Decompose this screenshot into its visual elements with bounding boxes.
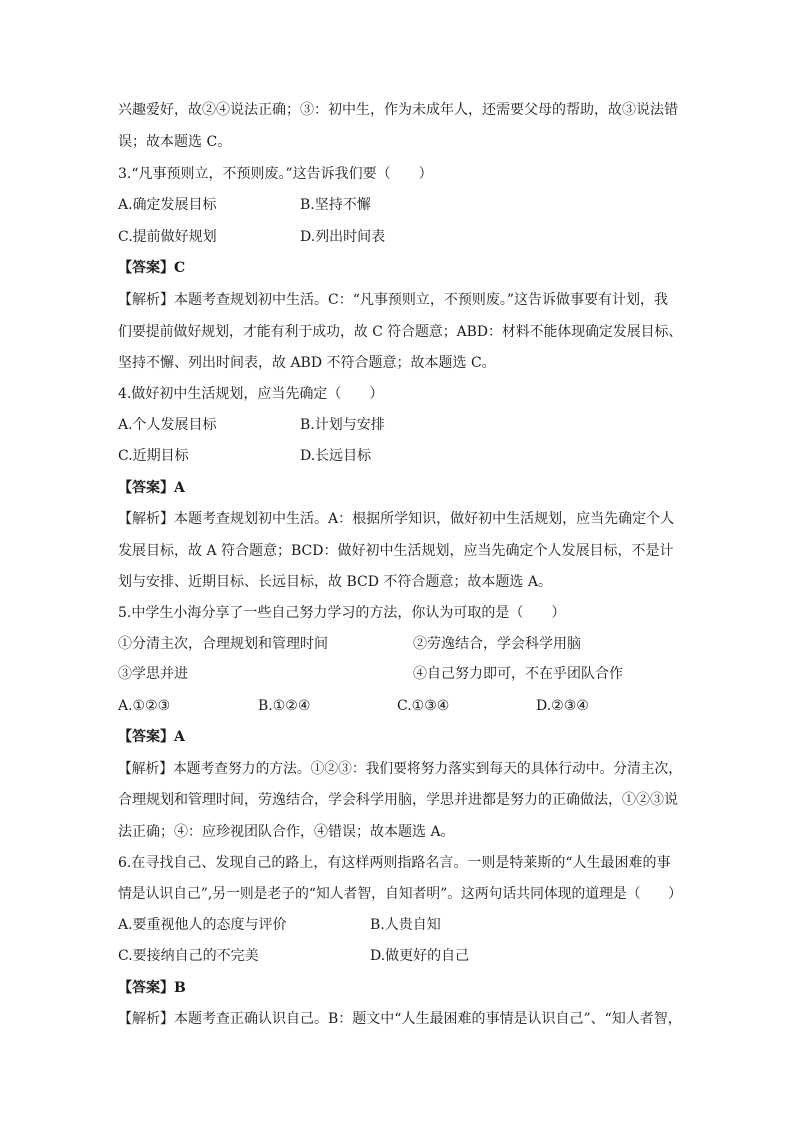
question-6-stem-cont: 情是认识自己”,另一则是老子的“知人者智，自知者明”。这两句话共同体现的道理是（ ） (118, 886, 682, 902)
analysis-line: 划与安排、近期目标、长远目标，故 BCD 不符合题意；故本题选 A。 (118, 574, 552, 590)
question-6-stem: 6.在寻找自己、发现自己的路上，有这样两则指路名言。一则是特莱斯的“人生最困难的事 (118, 855, 671, 871)
statement-3: ③学思并进 (118, 666, 188, 682)
option-d: D.长远目标 (300, 448, 372, 464)
analysis-line: 法正确；④：应珍视团队合作，④错误；故本题选 A。 (118, 824, 455, 840)
analysis-line: 坚持不懈、列出时间表，故 ABD 不符合题意；故本题选 C。 (118, 355, 496, 371)
answer-line: 【答案】C (118, 260, 186, 276)
answer-line: 【答案】A (118, 480, 185, 496)
analysis-line: 们要提前做好规划，才能有利于成功，故 C 符合题意；ABD：材料不能体现确定发展目标、 (118, 324, 683, 340)
statement-4: ④自己努力即可，不在乎团队合作 (413, 666, 623, 682)
answer-line: 【答案】B (118, 980, 186, 996)
option-b: B.①②④ (258, 698, 311, 714)
answer-line: 【答案】A (118, 729, 185, 745)
option-a: A.要重视他人的态度与评价 (118, 917, 287, 933)
analysis-line: 【解析】本题考查规划初中生活。A：根据所学知识，做好初中生活规划，应当先确定个人 (118, 511, 675, 527)
text-line: 兴趣爱好，故②④说法正确；③：初中生，作为未成年人，还需要父母的帮助，故③说法错 (118, 102, 678, 118)
analysis-line: 发展目标，故 A 符合题意；BCD：做好初中生活规划，应当先确定个人发展目标，不是计 (118, 543, 674, 559)
question-3-stem: 3.“凡事预则立，不预则废。”这告诉我们要（ ） (118, 166, 433, 182)
question-5-stem: 5.中学生小海分享了一些自己努力学习的方法，你认为可取的是（ ） (118, 605, 566, 621)
option-d: D.做更好的自己 (370, 948, 470, 964)
option-d: D.②③④ (536, 698, 589, 714)
text-line: 误；故本题选 C。 (118, 134, 232, 150)
option-c: C.①③④ (397, 698, 450, 714)
analysis-line: 合理规划和管理时间，劳逸结合，学会科学用脑，学思并进都是努力的正确做法，①②③说 (118, 792, 678, 808)
analysis-line: 【解析】本题考查努力的方法。①②③：我们要将努力落实到每天的具体行动中。分清主次， (118, 761, 683, 777)
analysis-line: 【解析】本题考查规划初中生活。C：“凡事预则立，不预则废。”这告诉做事要有计划，我 (118, 292, 669, 308)
option-a: A.①②③ (118, 698, 171, 714)
question-4-stem: 4.做好初中生活规划，应当先确定（ ） (118, 386, 384, 402)
option-b: B.人贵自知 (370, 917, 441, 933)
option-c: C.要接纳自己的不完美 (118, 948, 259, 964)
option-b: B.计划与安排 (300, 417, 385, 433)
option-c: C.近期目标 (118, 448, 189, 464)
statement-1: ①分清主次，合理规划和管理时间 (118, 636, 328, 652)
option-d: D.列出时间表 (300, 229, 386, 245)
option-b: B.坚持不懈 (300, 197, 371, 213)
option-a: A.确定发展目标 (118, 197, 217, 213)
option-a: A.个人发展目标 (118, 417, 217, 433)
option-c: C.提前做好规划 (118, 229, 217, 245)
statement-2: ②劳逸结合，学会科学用脑 (413, 636, 581, 652)
analysis-line: 【解析】本题考查正确认识自己。B：题文中“人生最困难的事情是认识自己”、“知人者智， (118, 1011, 682, 1027)
